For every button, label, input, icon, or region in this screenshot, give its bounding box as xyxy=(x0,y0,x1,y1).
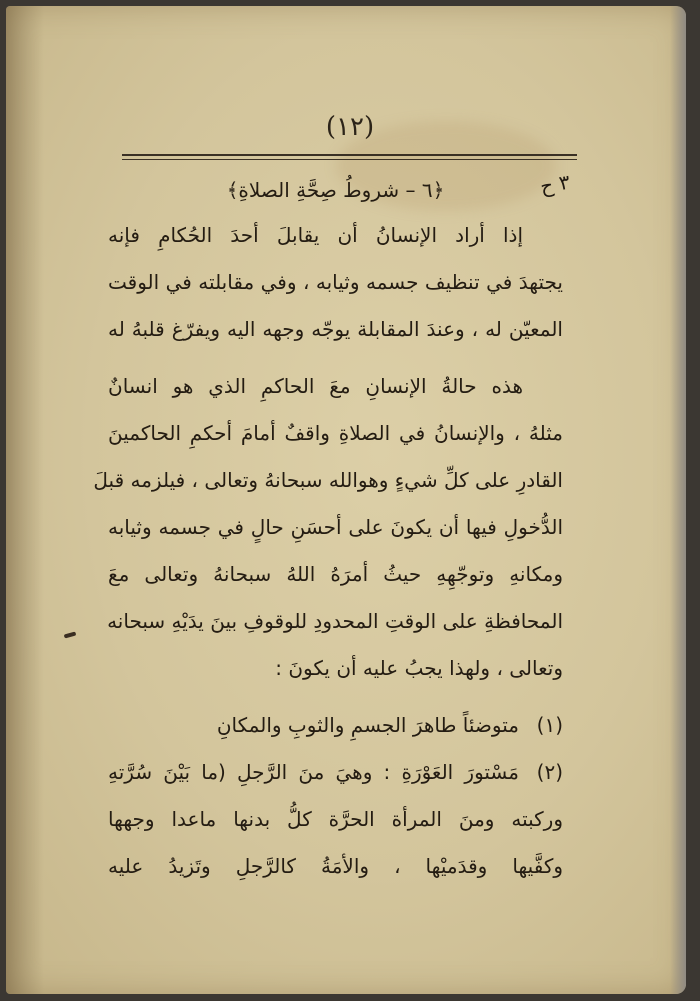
list-text: مَسْتورَ العَوْرَةِ : وهيَ منَ الرَّجلِ (ما بَيْنَ سُرَّتهِ xyxy=(108,760,519,784)
text-line: وتعالى ، ولهذا يجبُ عليه أن يكونَ : xyxy=(275,656,563,680)
page-number: (١٢) xyxy=(325,112,375,142)
text-line: وكفَّيها وقدَميْها ، والأمَةُ كالرَّجلِ وتَزيدُ عليه xyxy=(108,854,563,878)
list-item xyxy=(108,749,563,796)
header-rule-thick xyxy=(122,154,577,156)
section-heading: ﴿٦ – شروطُ صِحَّةِ الصلاةِ﴾ xyxy=(226,178,445,202)
paragraph-2 xyxy=(93,363,563,692)
page-gutter-shadow xyxy=(6,6,44,994)
ink-speck xyxy=(64,632,77,639)
text-line: ومكانهِ وتوجّهِهِ حيثُ أمرَهُ اللهُ سبحانهُ وتعالى معَ xyxy=(108,562,563,586)
text-line: الدُّخولِ فيها أن يكونَ على أحسَنِ حالٍ في جسمه وثيابه xyxy=(108,515,563,539)
header-rule-thin xyxy=(122,159,577,160)
text-line: المعيّن له ، وعندَ المقابلة يوجّه وجهه اليه ويفرّغ قلبهُ له xyxy=(108,317,563,341)
paragraph-1 xyxy=(108,212,563,353)
text-line: إذا أراد الإنسانُ أن يقابلَ أحدَ الحُكامِ فإنه xyxy=(108,223,523,247)
list-item xyxy=(108,702,563,749)
text-line: هذه حالةُ الإنسانِ معَ الحاكمِ الذي هو انسانٌ xyxy=(108,374,523,398)
text-line: القادرِ على كلِّ شيءٍ وهوالله سبحانهُ وتعالى ، فيلزمه قبلَ xyxy=(93,468,563,492)
list-text: متوضئاً طاهرَ الجسمِ والثوبِ والمكانِ xyxy=(216,713,519,737)
text-line: مثلهُ ، والإنسانُ في الصلاةِ واقفٌ أمامَ أحكمِ الحاكمينَ xyxy=(108,421,563,445)
conditions-list xyxy=(108,702,563,890)
page-body xyxy=(93,168,563,890)
text-line: يجتهدَ في تنظيف جسمه وثيابه ، وفي مقابلته في الوقت xyxy=(108,270,563,294)
page-edge xyxy=(670,6,686,994)
list-number: (٢) xyxy=(536,760,563,784)
text-line: وركبته ومنَ المرأة الحرَّة كلُّ بدنها ماعدا وجهها xyxy=(108,807,563,831)
text-line: المحافظةِ على الوقتِ المحدودِ للوقوفِ بينَ يدَيْهِ سبحانه xyxy=(107,609,563,633)
margin-annotation: ٣ ح xyxy=(538,169,572,199)
list-number: (١) xyxy=(536,713,563,737)
